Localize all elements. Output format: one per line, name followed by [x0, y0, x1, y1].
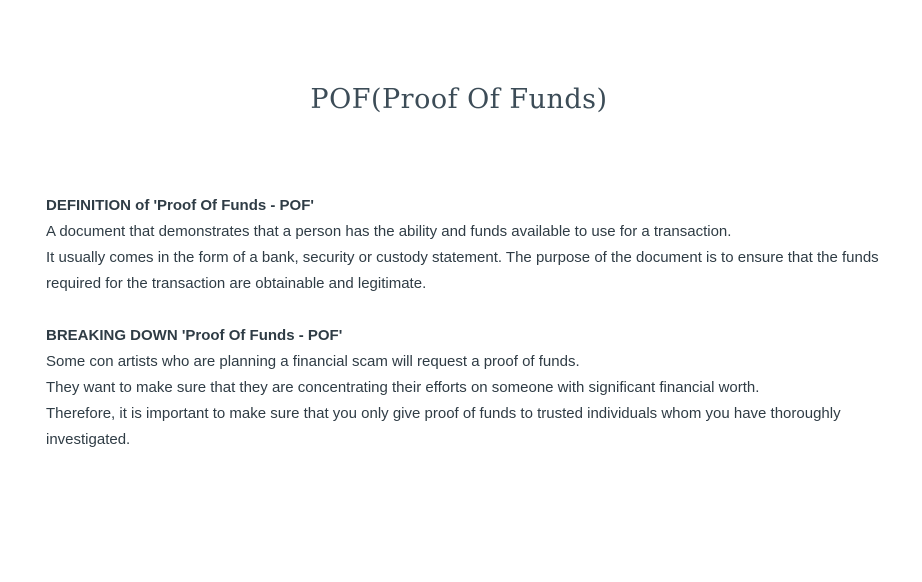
breaking-down-section	[46, 323, 896, 453]
definition-line-2: It usually comes in the form of a bank, security or custody statement. The purpose of the document is to ensure that the funds required for the transaction are obtainable and legitimate.	[46, 249, 879, 292]
definition-section	[46, 193, 896, 297]
page-title: POF(Proof Of Funds)	[310, 84, 608, 115]
document-body	[46, 193, 896, 479]
definition-heading: DEFINITION of 'Proof Of Funds - POF'	[46, 197, 314, 214]
breaking-down-line-1: Some con artists who are planning a financial scam will request a proof of funds.	[46, 353, 580, 370]
breaking-down-line-3: Therefore, it is important to make sure that you only give proof of funds to trusted individuals whom you have thoroughly investigated.	[46, 405, 841, 448]
breaking-down-heading: BREAKING DOWN 'Proof Of Funds - POF'	[46, 327, 343, 344]
definition-line-1: A document that demonstrates that a person has the ability and funds available to use for a transaction.	[46, 223, 732, 240]
breaking-down-line-2: They want to make sure that they are concentrating their efforts on someone with significant financial worth.	[46, 379, 760, 396]
